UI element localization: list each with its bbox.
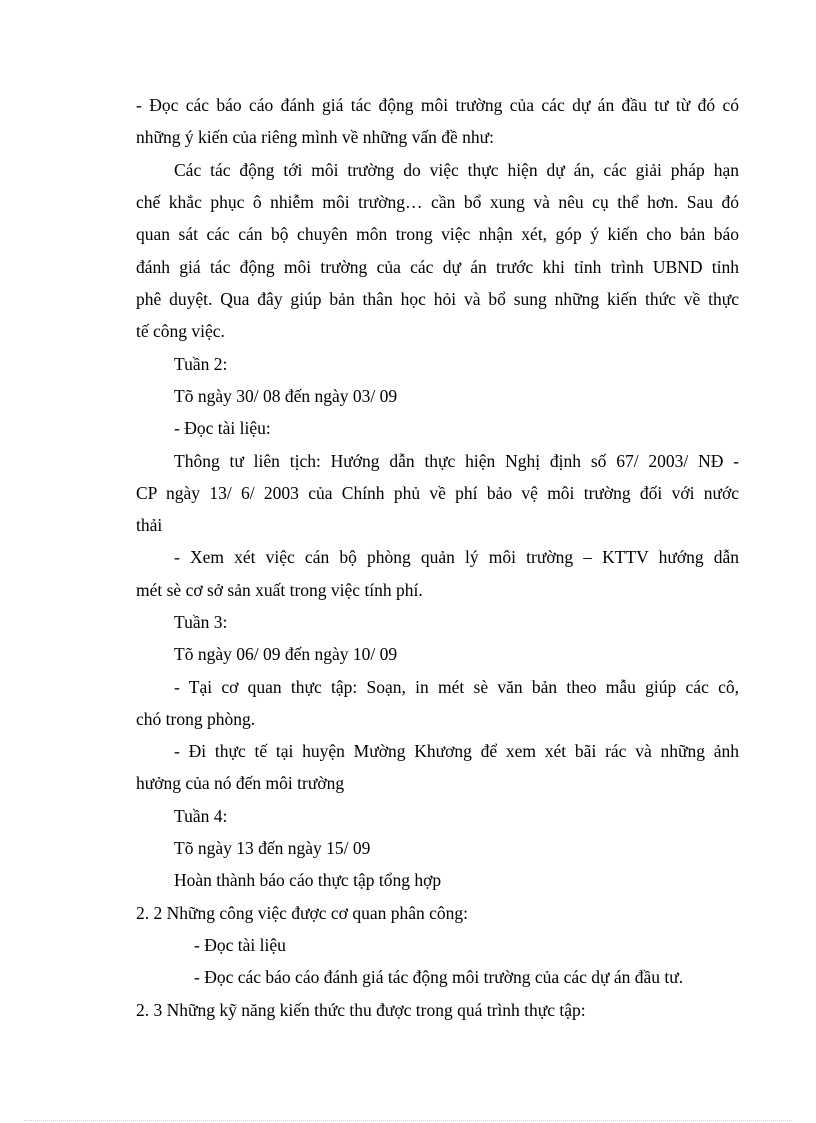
paragraph-line: Các tác động tới môi trường do việc thực hiện dự án, các giải pháp hạn	[174, 160, 739, 180]
week-heading: Tuần 4:	[174, 806, 228, 826]
paragraph-line: mét sè cơ sở sản xuất trong việc tính phí.	[136, 580, 423, 600]
paragraph-line: hưởng của nó đến môi trường	[136, 773, 345, 793]
paragraph-line: phê duyệt. Qua đây giúp bản thân học hỏi và bổ sung những kiến thức về thực	[136, 289, 739, 309]
task-item: - Đi thực tế tại huyện Mường Khương để xem xét bãi rác và những ảnh	[174, 741, 739, 761]
page-bottom-divider	[24, 1120, 792, 1121]
week-heading: Tuần 2:	[174, 354, 228, 374]
task-item: - Xem xét việc cán bộ phòng quản lý môi trường – KTTV hướng dẫn	[174, 547, 739, 567]
paragraph-line: Thông tư liên tịch: Hướng dẫn thực hiện Nghị định số 67/ 2003/ NĐ -	[174, 451, 739, 471]
paragraph-line: thải	[136, 515, 163, 535]
paragraph-line: quan sát các cán bộ chuyên môn trong việc nhận xét, góp ý kiến cho bản báo	[136, 224, 739, 244]
task-item: Hoàn thành báo cáo thực tập tổng hợp	[174, 870, 442, 890]
section-heading: 2. 3 Những kỹ năng kiến thức thu được trong quá trình thực tập:	[136, 1000, 586, 1020]
task-item: - Tại cơ quan thực tập: Soạn, in mét sè văn bản theo mẫu giúp các cô,	[174, 677, 739, 697]
task-item: - Đọc các báo cáo đánh giá tác động môi trường của các dự án đầu tư.	[194, 967, 684, 987]
paragraph-line: chế khắc phục ô nhiễm môi trường… cần bổ xung và nêu cụ thể hơn. Sau đó	[136, 192, 739, 212]
paragraph-line: CP ngày 13/ 6/ 2003 của Chính phủ về phí bảo vệ môi trường đối với nước	[136, 483, 739, 503]
date-range: Tõ ngày 30/ 08 đến ngày 03/ 09	[174, 386, 398, 406]
task-item: - Đọc tài liệu:	[174, 418, 271, 438]
paragraph-line: - Đọc các báo cáo đánh giá tác động môi trường của các dự án đầu tư từ đó có	[136, 95, 739, 115]
paragraph-line: đánh giá tác động môi trường của các dự án trước khi tỉnh trình UBND tỉnh	[136, 257, 739, 277]
week-heading: Tuần 3:	[174, 612, 228, 632]
section-heading: 2. 2 Những công việc được cơ quan phân công:	[136, 903, 468, 923]
task-item: - Đọc tài liệu	[194, 935, 286, 955]
paragraph-line: những ý kiến của riêng mình về những vấn đề như:	[136, 127, 494, 147]
date-range: Tõ ngày 13 đến ngày 15/ 09	[174, 838, 371, 858]
paragraph-line: tế công việc.	[136, 321, 225, 341]
paragraph-line: chó trong phòng.	[136, 709, 256, 729]
date-range: Tõ ngày 06/ 09 đến ngày 10/ 09	[174, 644, 398, 664]
